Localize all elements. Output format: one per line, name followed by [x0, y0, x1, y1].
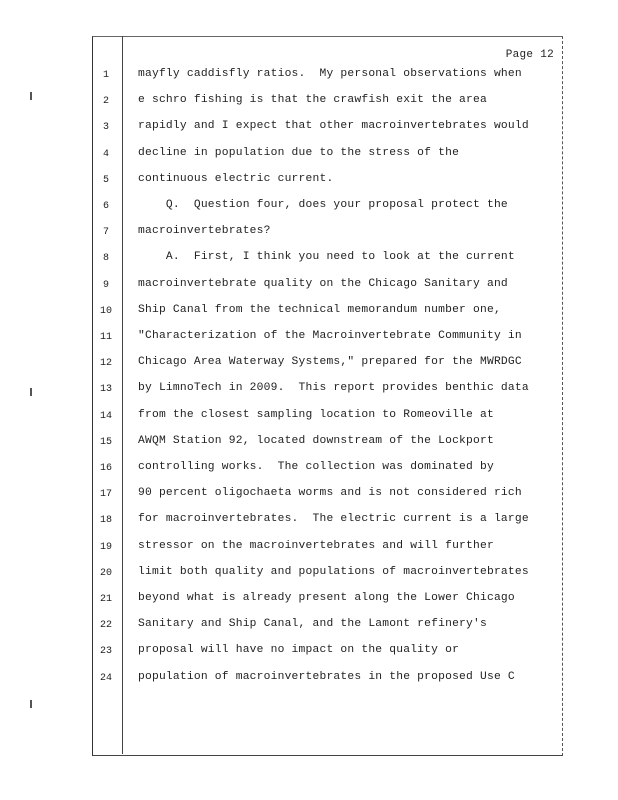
line-number: 12	[99, 358, 112, 370]
transcript-line	[92, 513, 561, 531]
page-number-label: Page 12	[505, 49, 554, 61]
line-number: 13	[99, 384, 112, 396]
line-text: mayfly caddisfly ratios. My personal observations when	[138, 68, 522, 80]
line-number: 18	[99, 515, 112, 527]
transcript-line	[92, 94, 561, 112]
line-text: Q. Question four, does your proposal protect the	[138, 199, 508, 211]
line-text: Chicago Area Waterway Systems," prepared for the MWRDGC	[138, 356, 522, 369]
transcript-line	[92, 225, 561, 243]
line-number: 16	[99, 463, 112, 474]
line-number: 23	[99, 646, 112, 658]
transcript-line	[92, 540, 561, 558]
transcript-line	[92, 68, 561, 86]
scan-speck	[30, 700, 32, 708]
line-number: 8	[102, 253, 109, 265]
transcript-line	[92, 330, 561, 348]
line-text: "Characterization of the Macroinvertebrate Community in	[138, 330, 522, 342]
transcript-line	[92, 487, 561, 505]
transcript-line	[92, 671, 561, 689]
transcript-line	[92, 147, 561, 165]
line-number: 5	[102, 174, 109, 186]
line-number: 14	[99, 410, 112, 422]
line-text: population of macroinvertebrates in the proposed Use C	[138, 670, 515, 683]
line-text: beyond what is already present along the Lower Chicago	[138, 592, 515, 604]
line-text: for macroinvertebrates. The electric current is a large	[138, 513, 529, 526]
line-text: by LimnoTech in 2009. This report provides benthic data	[138, 382, 529, 395]
line-number: 1	[102, 70, 109, 81]
line-text: AWQM Station 92, located downstream of the Lockport	[138, 434, 494, 447]
line-text: Sanitary and Ship Canal, and the Lamont refinery's	[138, 618, 487, 631]
line-text: macroinvertebrate quality on the Chicago Sanitary and	[138, 277, 508, 290]
scan-speck	[30, 92, 32, 100]
line-text: macroinvertebrates?	[138, 225, 271, 238]
transcript-line	[92, 356, 561, 374]
line-text: proposal will have no impact on the quality or	[138, 644, 460, 657]
transcript-line	[92, 644, 561, 662]
line-number: 4	[102, 148, 109, 160]
transcript-line	[92, 461, 561, 479]
line-number: 24	[99, 672, 112, 684]
scan-speck	[30, 388, 32, 396]
transcript-line	[92, 618, 561, 636]
line-number: 3	[102, 122, 109, 134]
transcript-line	[92, 566, 561, 584]
line-text: A. First, I think you need to look at the current	[138, 251, 515, 264]
transcript-line	[92, 120, 561, 138]
transcript-line	[92, 435, 561, 453]
line-number: 10	[99, 305, 112, 317]
line-text: controlling works. The collection was dominated by	[138, 461, 494, 473]
transcript-line	[92, 278, 561, 296]
line-number: 22	[99, 620, 112, 632]
line-number: 7	[102, 227, 109, 239]
transcript-line	[92, 173, 561, 191]
line-text: stressor on the macroinvertebrates and will further	[138, 539, 494, 552]
line-number: 9	[102, 279, 109, 291]
line-text: rapidly and I expect that other macroinvertebrates would	[138, 120, 529, 133]
line-text: Ship Canal from the technical memorandum number one,	[138, 303, 501, 316]
line-number: 2	[102, 96, 109, 108]
transcript-line	[92, 382, 561, 400]
transcript-line	[92, 199, 561, 217]
line-text: limit both quality and populations of macroinvertebrates	[138, 565, 529, 578]
transcript-line	[92, 409, 561, 427]
line-text: e schro fishing is that the crawfish exit the area	[138, 94, 487, 107]
transcript-line	[92, 304, 561, 322]
line-number: 11	[99, 332, 112, 343]
line-text: continuous electric current.	[138, 172, 334, 185]
line-text: 90 percent oligochaeta worms and is not considered rich	[138, 487, 522, 500]
line-number: 6	[102, 201, 109, 212]
line-number: 19	[99, 541, 112, 553]
transcript-line	[92, 592, 561, 610]
line-number: 15	[99, 436, 112, 448]
transcript-line	[92, 251, 561, 269]
line-number: 20	[99, 567, 112, 579]
line-text: from the closest sampling location to Romeoville at	[138, 408, 494, 421]
line-text: decline in population due to the stress of the	[138, 146, 460, 159]
line-number: 21	[99, 594, 112, 605]
line-number: 17	[99, 489, 112, 501]
